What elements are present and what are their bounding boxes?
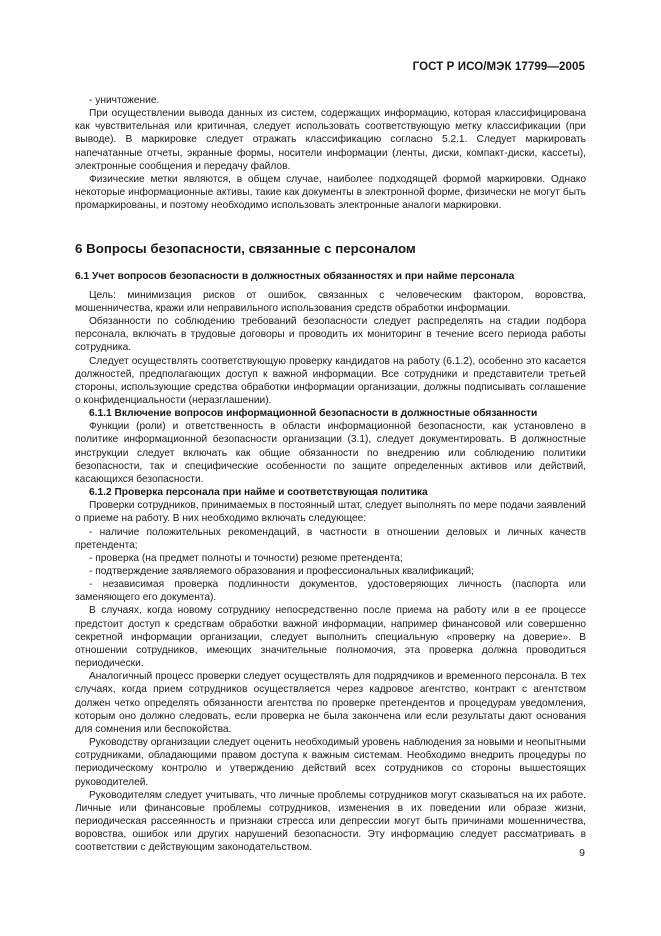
- list-item: - независимая проверка подлинности документов, удостоверяющих личность (паспорта или заменяющего его документа).: [75, 579, 586, 604]
- subsection-heading-6-1: 6.1 Учет вопросов безопасности в должностных обязанностях и при найме персонала: [75, 270, 515, 282]
- paragraph: В случаях, когда новому сотруднику непосредственно после приема на работу или в ее процессе предстоит доступ к средствам обработки важной информации, например финансовой или совершенно секретной информации организации, следует выполнить специальную «проверку на доверие». В отношении сотрудников, имеющих значительные полномочия, эта проверка должна проводиться периодически.: [75, 605, 586, 670]
- subsection-heading-6-1-1: 6.1.1 Включение вопросов информационной безопасности в должностные обязанности: [89, 408, 538, 420]
- paragraph: При осуществлении вывода данных из систем, содержащих информацию, которая классифицирована как чувствительная или критичная, следует использовать соответствующую метку классификации (при выводе). В маркировке следует отражать классификацию согласно 5.2.1. Следует маркировать напечатанные отчеты, экранные формы, носители информации (ленты, диски, компакт-диски, кассеты), электронные сообщения и передачу файлов.: [75, 108, 586, 172]
- paragraph-goal: Цель: минимизация рисков от ошибок, связанных с человеческим фактором, воровства, мошенничества, кражи или неправильного использования средств обработки информации.: [75, 289, 586, 314]
- list-item: - проверка (на предмет полноты и точности) резюме претендента;: [89, 552, 403, 564]
- document-body: [75, 94, 586, 854]
- paragraph: Обязанности по соблюдению требований безопасности следует распределять на стадии подбора персонала, включать в трудовые договоры и проводить их мониторинг в течение всего периода работы сотрудника.: [75, 316, 586, 354]
- list-item: - наличие положительных рекомендаций, в частности в отношении деловых и личных качеств претендента;: [75, 526, 586, 551]
- paragraph: Руководству организации следует оценить необходимый уровень наблюдения за новыми и неопытными сотрудниками, обладающими правом доступа к важным системам. Необходимо внедрить процедуры по периодическому контролю и утверждению действий всех сотрудников со стороны вышестоящих руководителей.: [75, 737, 586, 788]
- subsection-heading-6-1-2: 6.1.2 Проверка персонала при найме и соответствующая политика: [89, 487, 428, 499]
- section-heading-6: 6 Вопросы безопасности, связанные с персоналом: [75, 241, 416, 257]
- page-number: 9: [579, 847, 585, 859]
- paragraph: Руководителям следует учитывать, что личные проблемы сотрудников могут сказываться на их работе. Личные или финансовые проблемы сотрудников, изменения в их поведении или образе жизни, периодическая рассеянность и признаки стресса или депрессии могут быть причинами мошенничества, воровства, ошибок или других нарушений безопасности. Эту информацию следует рассматривать в соответствии с действующим законодательством.: [75, 789, 586, 854]
- paragraph: Физические метки являются, в общем случае, наиболее подходящей формой маркировки. Однако некоторые информационные активы, такие как документы в электронной форме, физически не могут быть промаркированы, и поэтому необходимо использовать электронные аналоги маркировки.: [75, 173, 586, 212]
- paragraph: Следует осуществлять соответствующую проверку кандидатов на работу (6.1.2), особенно это касается должностей, предполагающих доступ к важной информации. Все сотрудники и представители третьей стороны, использующие средства обработки информации организации, должны подписывать соглашение о конфиденциальности (неразглашении).: [75, 355, 586, 406]
- list-item: - подтверждение заявляемого образования и профессиональных квалификаций;: [89, 566, 474, 577]
- paragraph: Проверки сотрудников, принимаемых в постоянный штат, следует выполнять по мере подачи заявлений о приеме на работу. В них необходимо включать следующее:: [75, 500, 586, 525]
- document-header: ГОСТ Р ИСО/МЭК 17799—2005: [412, 61, 585, 73]
- paragraph: Функции (роли) и ответственность в области информационной безопасности, как установлено в политике информационной безопасности организации (3.1), следует документировать. В должностные инструкции следует включать как общие обязанности по внедрению или соблюдению политики безопасности, так и специфические особенности по защите определенных активов или действий, касающихся безопасности.: [75, 421, 586, 485]
- list-item-destroy: - уничтожение.: [89, 95, 160, 106]
- paragraph: Аналогичный процесс проверки следует осуществлять для подрядчиков и временного персонала. В тех случаях, когда прием сотрудников осуществляется через кадровое агентство, контракт с агентством должен четко определять обязанности агентства по проверке претендентов и процедурам уведомления, которым оно должно следовать, если проверка не была закончена или если результаты дают основания для сомнения или беспокойства.: [75, 671, 586, 735]
